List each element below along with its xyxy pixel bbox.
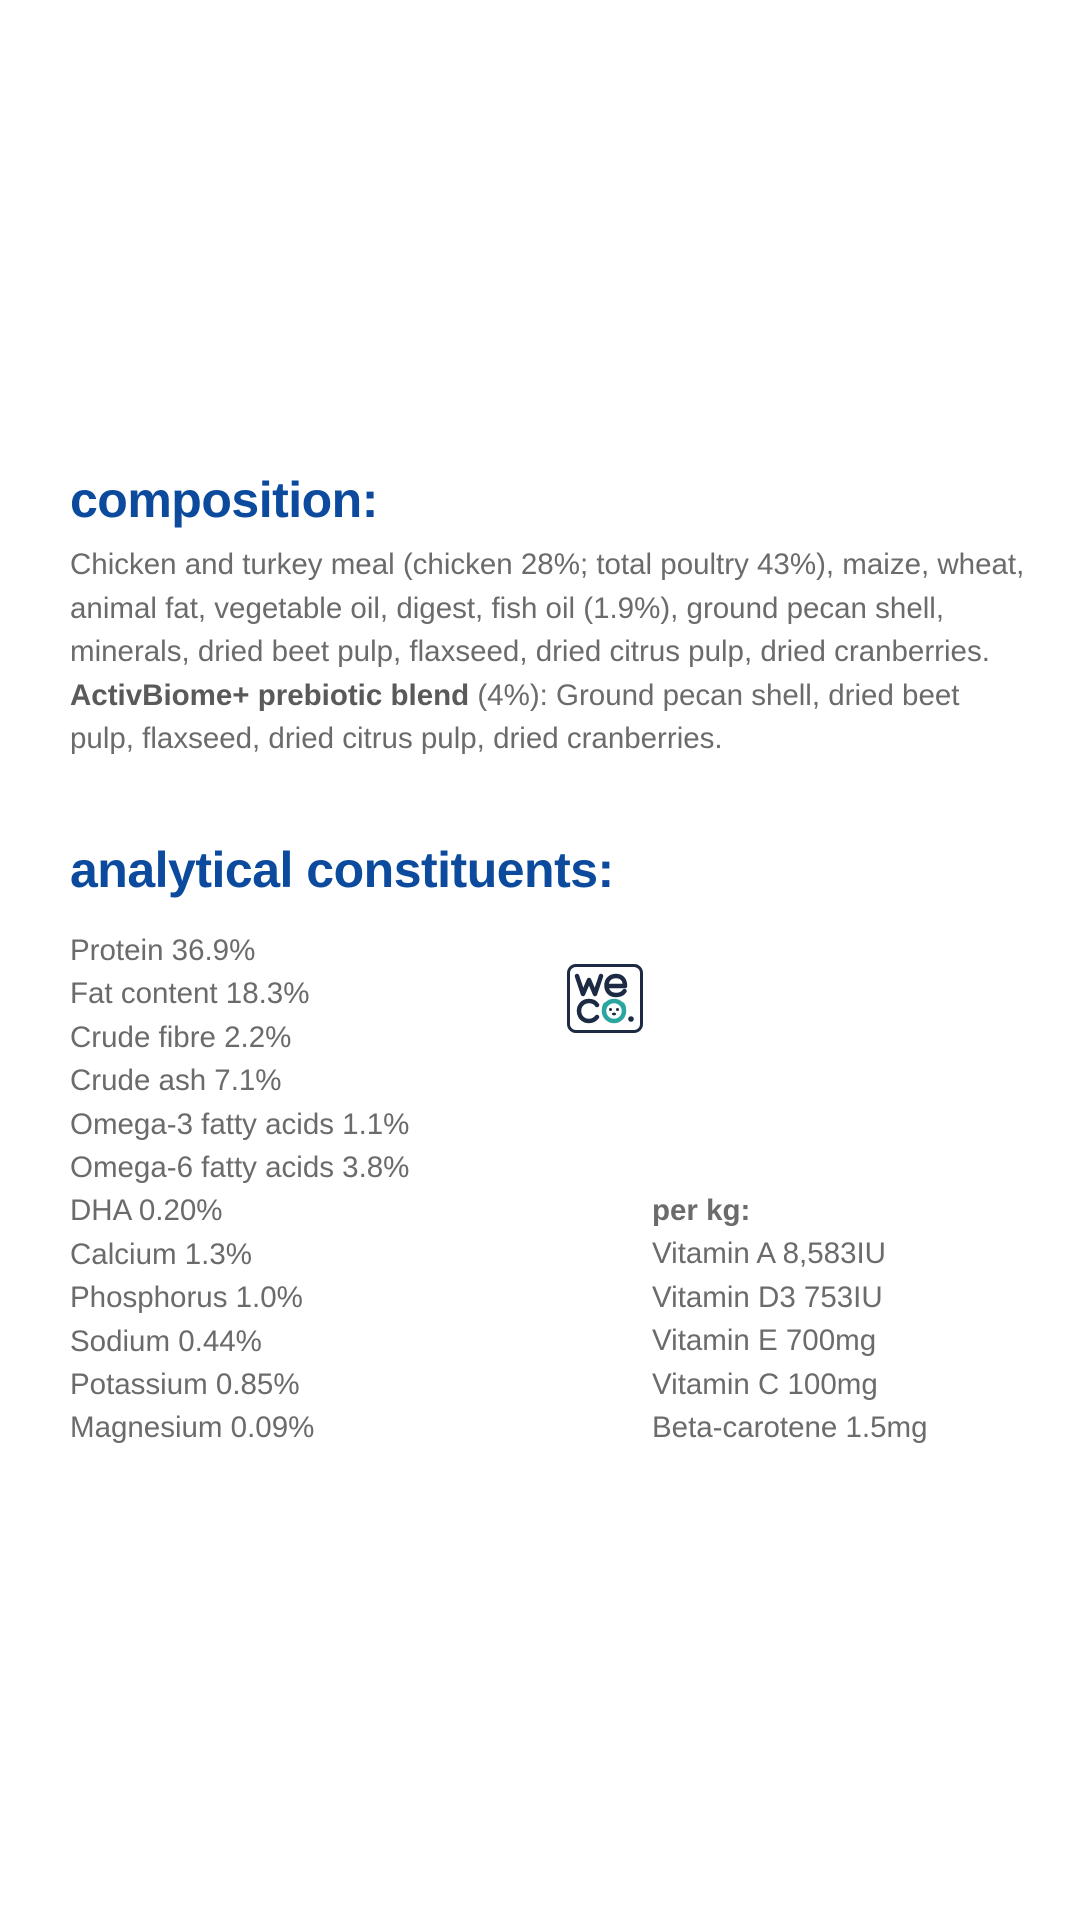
vitamin-item: Vitamin C 100mg <box>652 1367 878 1401</box>
constituent-item: Omega-6 fatty acids 3.8% <box>70 1151 410 1185</box>
composition-heading: composition: <box>70 472 378 528</box>
vitamin-item: Vitamin A 8,583IU <box>652 1237 886 1271</box>
analytical-constituents-heading: analytical constituents: <box>70 842 614 898</box>
constituent-item: Sodium 0.44% <box>70 1324 262 1358</box>
constituent-item: Phosphorus 1.0% <box>70 1281 303 1315</box>
vitamin-item: Beta-carotene 1.5mg <box>652 1411 928 1445</box>
constituent-item: Potassium 0.85% <box>70 1368 300 1402</box>
constituent-item: Crude ash 7.1% <box>70 1064 282 1098</box>
vitamin-item: Vitamin D3 753IU <box>652 1280 883 1314</box>
constituent-item: Calcium 1.3% <box>70 1237 252 1271</box>
per-kg-label: per kg: <box>652 1194 751 1227</box>
composition-text-part2: (4%): Ground pecan shell, dried beet pulp, flaxseed, dried citrus pulp, dried cranberries. <box>70 678 960 755</box>
constituent-item: Fat content 18.3% <box>70 977 310 1011</box>
constituent-item: Protein 36.9% <box>70 934 256 967</box>
vitamins-per-kg-list <box>652 1189 928 1449</box>
composition-text <box>70 543 1030 761</box>
weco-logo-icon <box>567 964 643 1033</box>
constituent-item: Magnesium 0.09% <box>70 1411 315 1445</box>
analytical-constituents-list <box>70 929 409 1450</box>
constituent-item: Crude fibre 2.2% <box>70 1020 292 1054</box>
constituent-item: DHA 0.20% <box>70 1194 223 1228</box>
constituent-item: Omega-3 fatty acids 1.1% <box>70 1107 410 1141</box>
composition-text-part1: Chicken and turkey meal (chicken 28%; total poultry 43%), maize, wheat, animal fat, vegetable oil, digest, fish oil (1.9%), ground pecan shell, minerals, dried beet pulp, flaxseed, dried citrus pulp, dried cranberries. <box>70 548 1025 668</box>
prebiotic-blend-name: ActivBiome+ prebiotic blend <box>70 678 470 712</box>
vitamin-item: Vitamin E 700mg <box>652 1324 877 1358</box>
